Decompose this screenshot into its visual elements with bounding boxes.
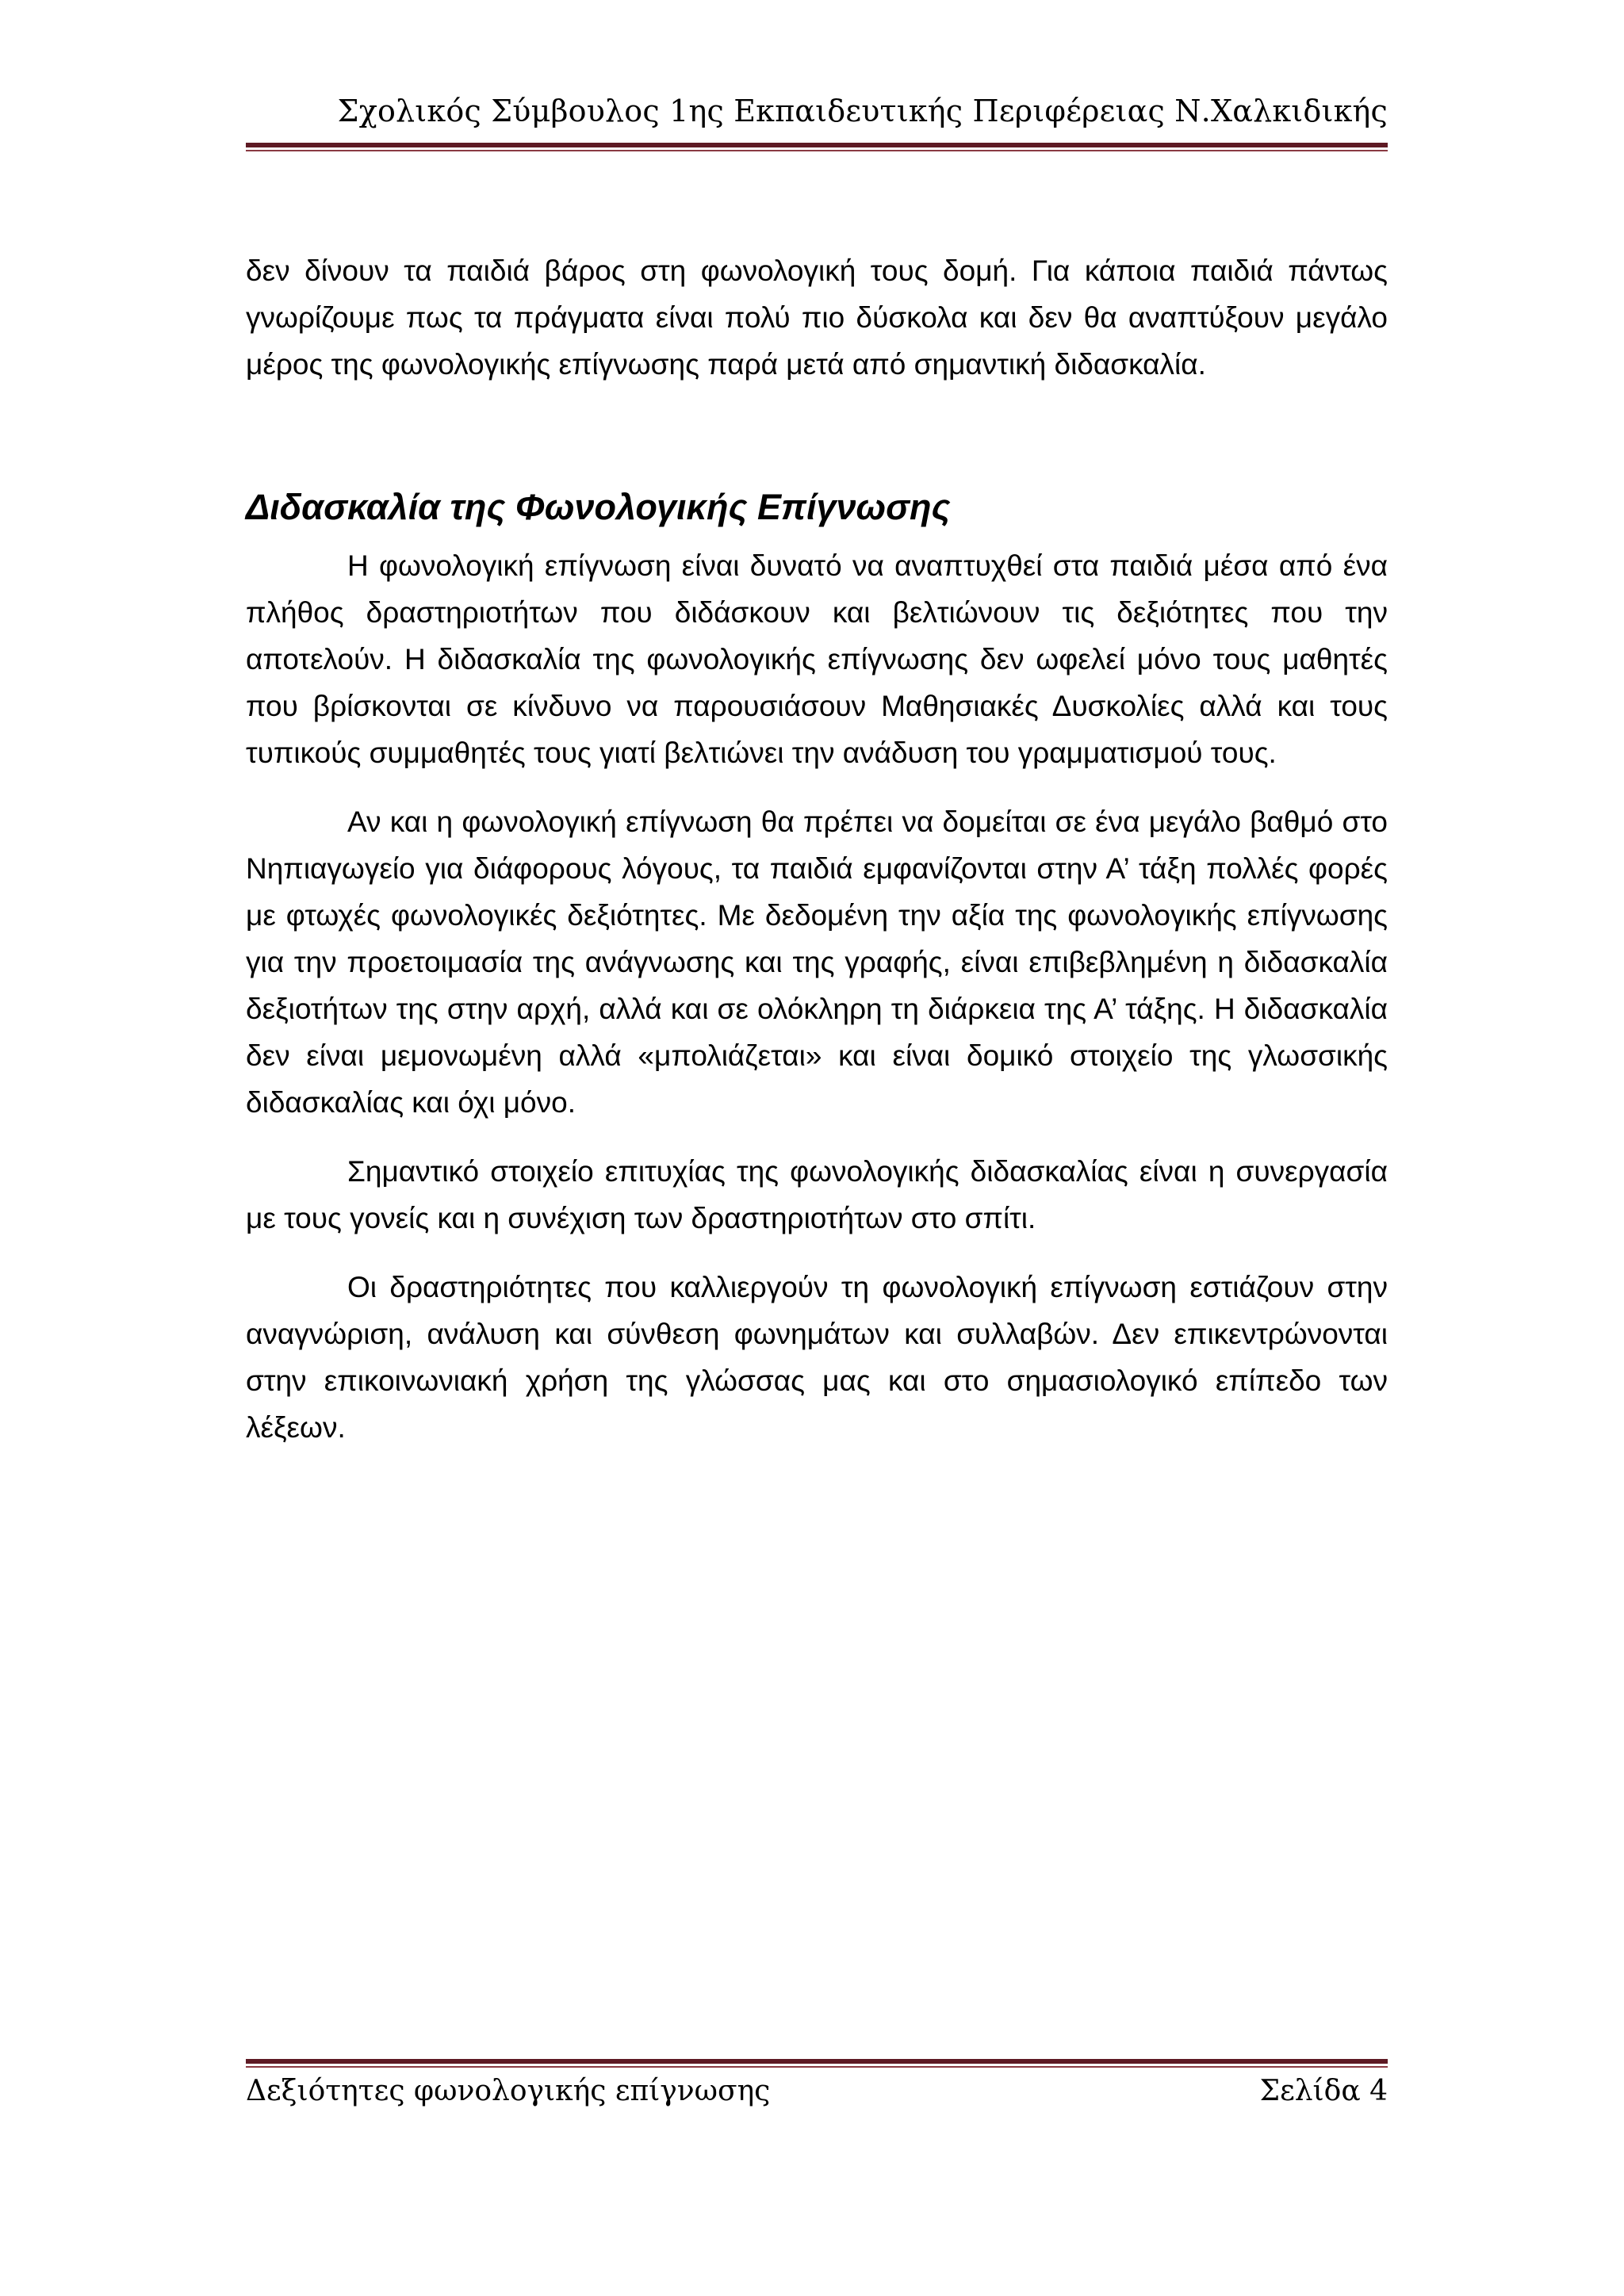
page-body bbox=[246, 247, 1388, 1451]
body-paragraph-4: Οι δραστηριότητες που καλλιεργούν τη φωνολογική επίγνωση εστιάζουν στην αναγνώριση, ανάλυση και σύνθεση φωνημάτων και συλλαβών. Δεν επικεντρώνονται στην επικοινωνιακή χρήση της γλώσσας μας και στο σημασιολογικό επίπεδο των λέξεων. bbox=[246, 1271, 1388, 1444]
body-paragraph-1: Η φωνολογική επίγνωση είναι δυνατό να αναπτυχθεί στα παιδιά μέσα από ένα πλήθος δραστηριοτήτων που διδάσκουν και βελτιώνουν τις δεξιότητες που την αποτελούν. Η διδασκαλία της φωνολογικής επίγνωσης δεν ωφελεί μόνο τους μαθητές που βρίσκονται σε κίνδυνο να παρουσιάσουν Μαθησιακές Δυσκολίες αλλά και τους τυπικούς συμμαθητές τους γιατί βελτιώνει την ανάδυση του γραμματισμού τους. bbox=[246, 549, 1388, 769]
section-heading: Διδασκαλία της Φωνολογικής Επίγνωσης bbox=[246, 487, 951, 527]
body-paragraph-3: Σημαντικό στοιχείο επιτυχίας της φωνολογικής διδασκαλίας είναι η συνεργασία με τους γονείς και η συνέχιση των δραστηριοτήτων στο σπίτι. bbox=[246, 1155, 1388, 1234]
footer-rule bbox=[246, 2059, 1388, 2068]
footer-rule-thin-line bbox=[246, 2066, 1388, 2068]
page-header-title: Σχολικός Σύμβουλος 1ης Εκπαιδευτικής Περιφέρειας Ν.Χαλκιδικής bbox=[337, 94, 1388, 128]
body-paragraph-2: Αν και η φωνολογική επίγνωση θα πρέπει να δομείται σε ένα μεγάλο βαθμό στο Νηπιαγωγείο για διάφορους λόγους, τα παιδιά εμφανίζονται στην Α’ τάξη πολλές φορές με φτωχές φωνολογικές δεξιότητες. Με δεδομένη την αξία της φωνολογικής επίγνωσης για την προετοιμασία της ανάγνωσης και της γραφής, είναι επιβεβλημένη η διδασκαλία δεξιοτήτων της στην αρχή, αλλά και σε ολόκληρη τη διάρκεια της Α’ τάξης. Η διδασκαλία δεν είναι μεμονωμένη αλλά «μπολιάζεται» και είναι δομικό στοιχείο της γλωσσικής διδασκαλίας και όχι μόνο. bbox=[246, 806, 1388, 1119]
intro-paragraph: δεν δίνουν τα παιδιά βάρος στη φωνολογική τους δομή. Για κάποια παιδιά πάντως γνωρίζουμε πως τα πράγματα είναι πολύ πιο δύσκολα και δεν θα αναπτύξουν μεγάλο μέρος της φωνολογικής επίγνωσης παρά μετά από σημαντική διδασκαλία. bbox=[246, 254, 1388, 381]
footer-page-number: Σελίδα 4 bbox=[1259, 2075, 1388, 2107]
header-rule-thick-line bbox=[246, 143, 1388, 147]
footer-rule-thick-line bbox=[246, 2059, 1388, 2064]
header-rule-thin-line bbox=[246, 150, 1388, 151]
footer-document-title: Δεξιότητες φωνολογικής επίγνωσης bbox=[246, 2075, 771, 2107]
header-rule bbox=[246, 143, 1388, 151]
